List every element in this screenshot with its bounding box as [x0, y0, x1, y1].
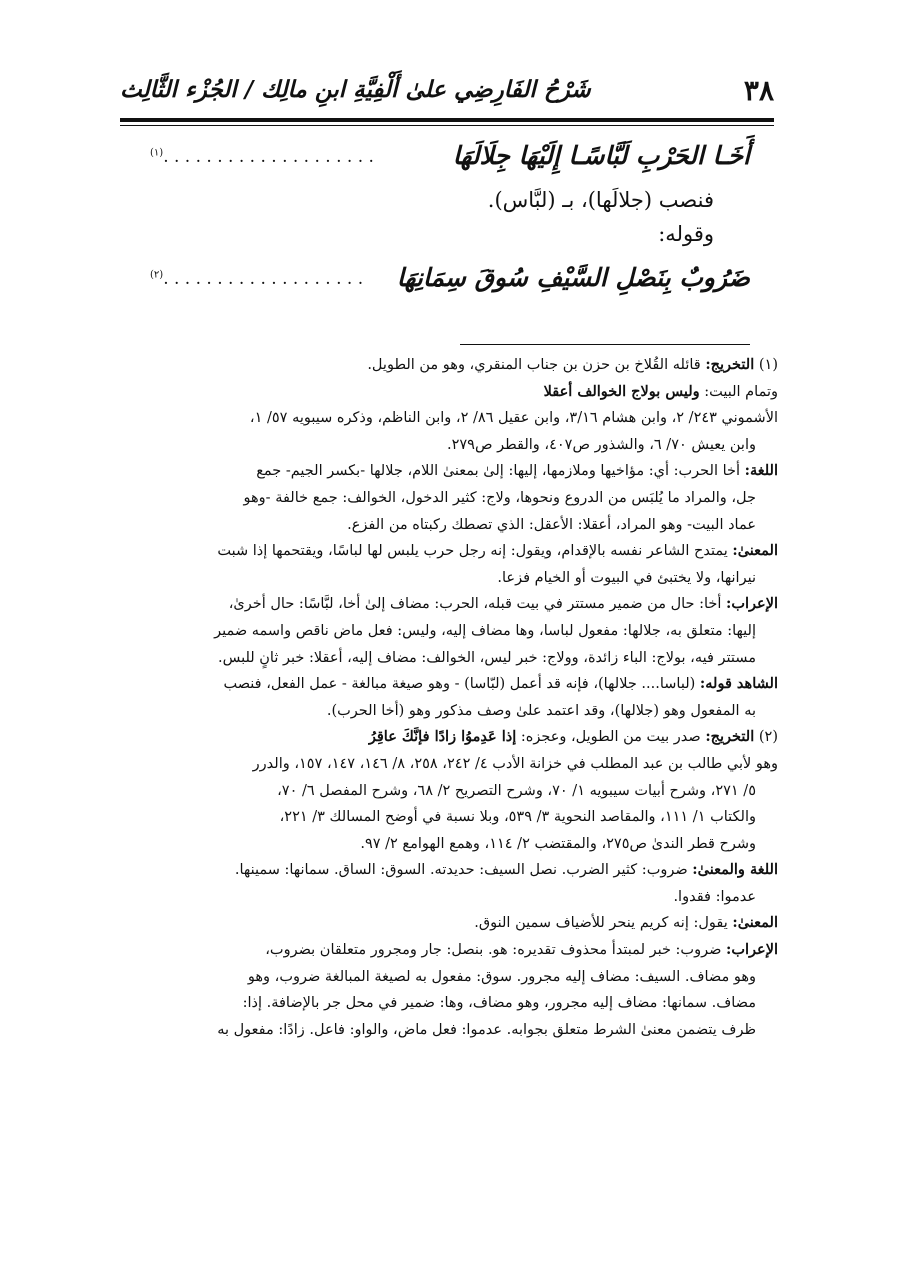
label: التخريج: — [705, 728, 755, 746]
footnote-number: (١) — [758, 357, 778, 373]
footnote-1 — [108, 352, 778, 724]
fn-line — [108, 671, 778, 698]
text: يمتدح الشاعر نفسه بالإقدام، ويقول: إنه رجل حرب يلبس لها لباسًا، ويقتحمها إذا شبت — [217, 543, 728, 560]
verse-dots — [150, 269, 363, 289]
fn-line — [108, 538, 778, 565]
fn-line — [108, 458, 778, 485]
fn-line: إليها: متعلق به، جلالها: مفعول لباسا، وها مضاف إليه، وليس: فعل ماض ناقص واسمه ضمير — [214, 622, 756, 639]
footnote-ref: (١) — [150, 147, 164, 159]
footnote-number: (٢) — [758, 729, 778, 746]
verse-2 — [150, 257, 750, 299]
text: ضروب: كثير الضرب. نصل السيف: حديدته. السوق: الساق. سمانها: سمينها. — [234, 862, 688, 879]
dots: . . . . . . . . . . . . . . . . . . . . — [163, 147, 374, 167]
label: الإعراب: — [726, 595, 778, 613]
text: أخا الحرب: أي: مؤاخيها وملازمها، إليها: إلىٰ بمعنىٰ اللام، جلالها -بكسر الجيم- جمع — [256, 463, 741, 480]
label: الإعراب: — [726, 941, 778, 959]
label: المعنىٰ: — [732, 914, 778, 932]
fn-line — [108, 591, 778, 618]
footnote-2 — [108, 724, 778, 1043]
fn-line: نيرانها، ولا يختبئ في البيوت أو الخيام فزعا. — [497, 569, 756, 586]
running-title: شَرْحُ الفَارِضِي علىٰ أَلْفِيَّةِ ابنِ مالِك / الجُزْء الثَّالِث — [120, 76, 591, 103]
text: قائله القُلاخ بن حزن بن جناب المنقري، وهو من الطويل. — [367, 357, 701, 373]
fn-line: مضاف. سمانها: مضاف إليه مجرور، وهو مضاف، وها: ضمير في محل جر بالإضافة. إذا: — [242, 995, 756, 1012]
fn-line: مستتر فيه، بولاج: الباء زائدة، وولاج: خبر ليس، الخوالف: مضاف إليه، أعقلا: خبر ثانٍ للبس. — [217, 649, 756, 666]
main-paragraph: وقوله: — [658, 222, 714, 246]
main-text — [150, 135, 750, 299]
text: يقول: إنه كريم ينحر للأضياف سمين النوق. — [474, 915, 728, 932]
fn-line: وهو مضاف. السيف: مضاف إليه مجرور. سوق: مفعول به لصيغة المبالغة ضروب، وهو — [247, 968, 756, 985]
label: الشاهد قوله: — [699, 675, 778, 693]
text: أخا: حال من ضمير مستتر في بيت قبله، الحرب: مضاف إلىٰ أخا، لبَّاسًا: حال أخرىٰ، — [228, 596, 722, 613]
verse-dots — [150, 147, 374, 167]
text: وليس بولاج الخوالف أعقلا — [543, 382, 700, 400]
verse-text: أَخَـا الحَرْبِ لَبَّاسًـا إِلَيْهَا جِلَالَهَا — [452, 141, 750, 170]
page-header — [120, 70, 774, 116]
fn-line: عماد البيت- وهو المراد، أعقلا: الأعقل: الذي تصطك ركبتاه من الفزع. — [347, 516, 756, 533]
fn-line: جل، والمراد ما يُلبَس من الدروع ونحوها، ولاج: كثير الدخول، الخوالف: جمع خالفة -وهو — [243, 489, 756, 506]
fn-line: وهو لأبي طالب بن عبد المطلب في خزانة الأدب ٤/ ٢٤٢، ٢٥٨، ٨/ ١٤٦، ١٤٧، ١٥٧، والدرر — [252, 755, 778, 772]
text: إذا عَدِموُا زادًا فإنَّكَ عاقِرُ — [368, 728, 517, 746]
verse-1 — [150, 135, 750, 177]
fn-line — [108, 910, 778, 937]
footnote-separator — [460, 344, 750, 345]
label: وتمام البيت: — [704, 383, 778, 400]
text: صدر بيت من الطويل، وعجزه: — [520, 729, 701, 746]
text: (لباسا.... جلالها)، فإنه قد أعمل (لبّاسا) - وهو صيغة مبالغة - عمل الفعل، فنصب — [223, 676, 696, 693]
fn-line — [108, 857, 778, 884]
label: اللغة: — [744, 462, 778, 480]
fn-line: وابن يعيش ٧٠/ ٦، والشذور ص٤٠٧، والقطر ص٢٧٩. — [447, 436, 756, 453]
fn-line: ٥/ ٢٧١، وشرح أبيات سيبويه ١/ ٧٠، وشرح التصريح ٢/ ٦٨، وشرح المفصل ٦/ ٧٠، — [277, 782, 756, 799]
header-rule-thick — [120, 118, 774, 122]
label: التخريج: — [705, 356, 755, 373]
fn-line — [108, 724, 778, 751]
fn-line — [108, 352, 778, 379]
fn-line: والكتاب ١/ ١١١، والمقاصد النحوية ٣/ ٥٣٩، وبلا نسبة في أوضح المسالك ٣/ ٢٢١، — [279, 809, 756, 826]
fn-line: عدموا: فقدوا. — [673, 888, 756, 905]
fn-line: الأشموني ٢٤٣/ ٢، وابن هشام ٣/١٦، وابن عقيل ٨٦/ ٢، وابن الناظم، وذكره سيبويه ٥٧/ ١، — [249, 410, 778, 427]
footnote-ref: (٢) — [150, 269, 164, 281]
main-paragraph: فنصب (جلالَها)، بـ (لبَّاس). — [487, 188, 714, 212]
page-number: ٣٨ — [743, 74, 774, 107]
label: اللغة والمعنىٰ: — [692, 861, 778, 879]
text: ضروب: خبر لمبتدأ محذوف تقديره: هو. بنصل: جار ومجرور متعلقان بضروب، — [265, 942, 722, 959]
fn-line — [108, 937, 778, 964]
fn-line: وشرح قطر الندىٰ ص٢٧٥، والمقتضب ٢/ ١١٤، وهمع الهوامع ٢/ ٩٧. — [360, 835, 756, 852]
dots: . . . . . . . . . . . . . . . . . . . — [163, 269, 364, 289]
fn-line — [108, 379, 778, 406]
label: المعنىٰ: — [732, 542, 778, 560]
verse-text: ضَرُوبٌ بِنَصْلِ السَّيْفِ سُوقَ سِمَانِهَا — [396, 263, 750, 292]
fn-line: به المفعول وهو (جلالها)، وقد اعتمد علىٰ وصف مذكور وهو (أخا الحرب). — [326, 702, 756, 719]
header-rule-thin — [120, 125, 774, 126]
footnotes — [108, 352, 778, 1043]
fn-line: ظرف يتضمن معنىٰ الشرط متعلق بجوابه. عدموا: فعل ماض، والواو: فاعل. زادًا: مفعول به — [217, 1021, 756, 1038]
